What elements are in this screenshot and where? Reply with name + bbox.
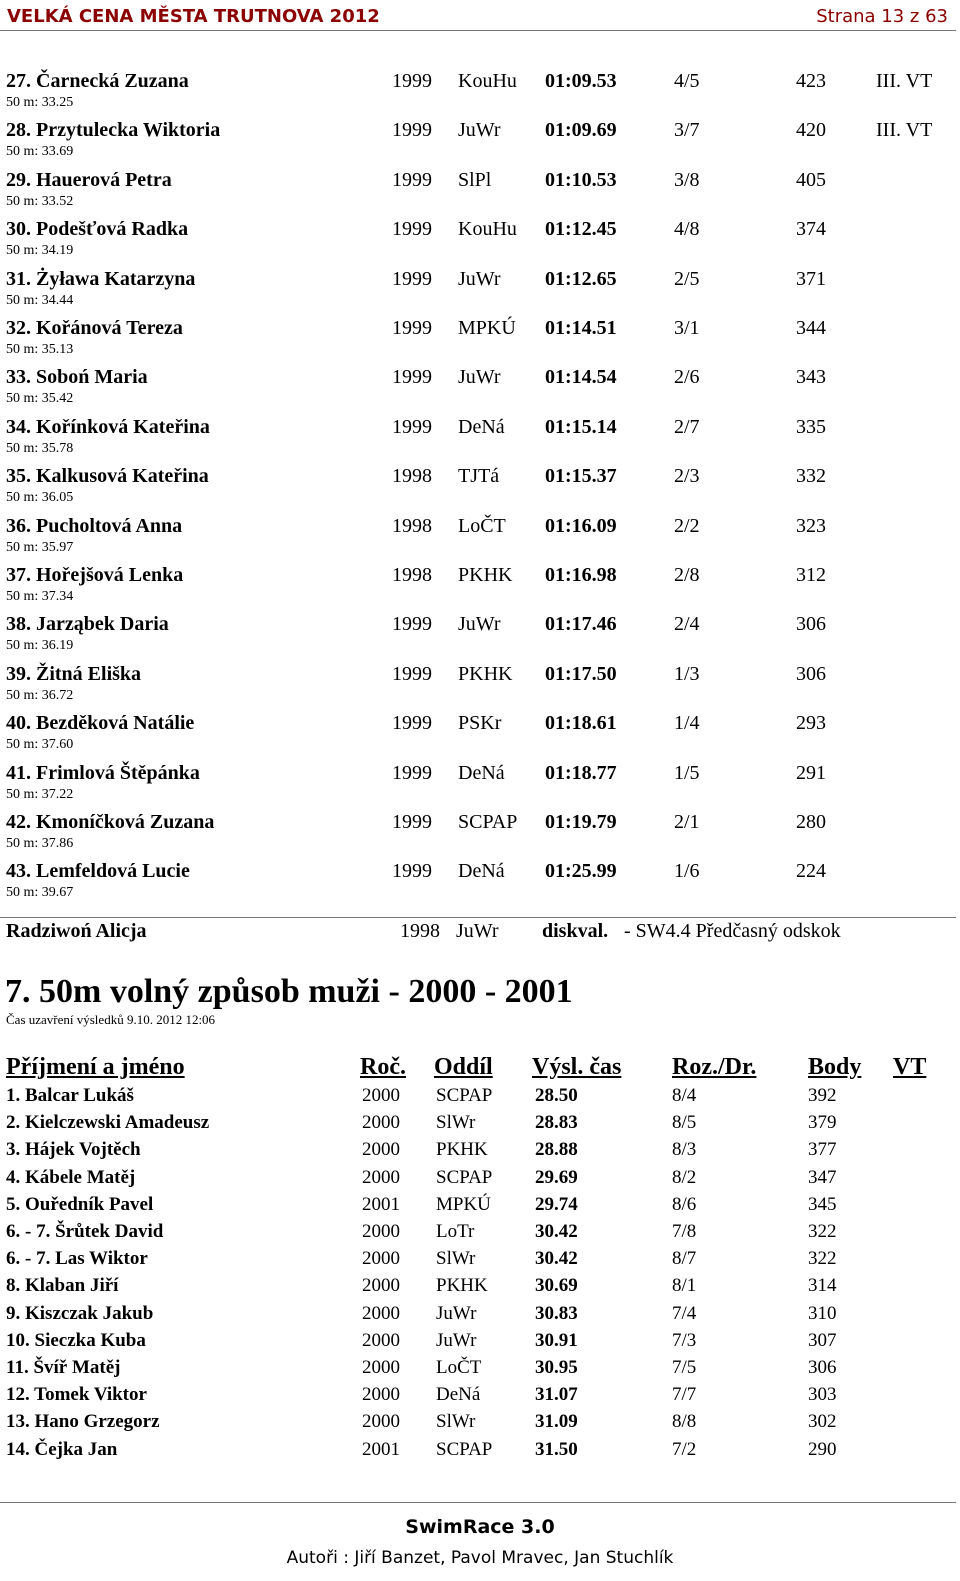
header-year: Roč. [360,1054,406,1080]
row-heat: 7/3 [672,1329,697,1351]
footer-authors: Autoři : Jiří Banzet, Pavol Mravec, Jan Stuchlík [286,1548,674,1568]
result-club: PKHK [458,564,513,586]
row-time: 30.69 [535,1275,578,1297]
row-club: SCPAP [436,1166,493,1188]
row-club: SlWr [436,1112,476,1134]
row-heat: 7/2 [672,1438,697,1460]
result-club: JuWr [458,267,501,290]
row-name: 8. Klaban Jiří [6,1275,119,1297]
result-time: 01:17.50 [545,662,617,685]
result-vt: III. VT [876,70,933,92]
table-row [0,1411,960,1438]
row-club: LoČT [436,1357,482,1378]
result-points: 343 [796,366,826,389]
row-club: JuWr [436,1329,477,1351]
row-year: 2000 [362,1275,400,1297]
row-year: 2000 [362,1248,400,1270]
row-time: 30.91 [535,1329,578,1351]
result-row [0,169,960,219]
result-name: 33. Soboń Maria [6,366,148,389]
result-split: 50 m: 34.44 [6,292,74,308]
result-split: 50 m: 39.67 [6,885,74,901]
result-time: 01:17.46 [545,613,617,636]
result-year: 1999 [392,317,432,339]
row-year: 2000 [362,1329,400,1351]
row-name: 10. Sieczka Kuba [6,1329,146,1351]
row-name: 14. Čejka Jan [6,1438,118,1460]
row-heat: 8/4 [672,1085,697,1106]
result-club: KouHu [458,70,517,92]
result-points: 293 [796,712,826,735]
result-club: PSKr [458,712,502,735]
result-name: 39. Žitná Eliška [6,662,142,685]
disqualified-row [0,920,960,950]
table-row [0,1085,960,1112]
row-name: 5. Ouředník Pavel [6,1193,154,1215]
result-split: 50 m: 36.05 [6,490,74,506]
result-split: 50 m: 37.86 [6,836,74,851]
result-club: PKHK [458,662,513,685]
result-points: 371 [796,267,826,290]
result-split: 50 m: 36.72 [6,687,74,703]
row-heat: 8/5 [672,1112,697,1134]
result-year: 1999 [392,613,432,636]
row-club: SCPAP [436,1085,493,1106]
row-club: PKHK [436,1275,488,1297]
page-header [0,0,960,32]
result-row [0,268,960,318]
result-heat: 1/5 [674,761,700,784]
dq-year: 1998 [400,920,440,942]
result-heat: 1/6 [674,860,700,883]
result-year: 1999 [392,761,432,784]
footer-divider [0,1502,956,1503]
table-row [0,1248,960,1275]
result-club: JuWr [458,613,501,636]
row-time: 30.95 [535,1357,578,1378]
result-year: 1998 [392,465,432,488]
result-row [0,613,960,663]
row-club: DeNá [436,1384,481,1406]
row-heat: 8/8 [672,1411,697,1433]
table-row [0,1439,960,1466]
result-time: 01:19.79 [545,811,617,833]
result-club: SlPl [458,168,492,191]
result-heat: 2/2 [674,514,700,537]
result-row [0,762,960,812]
row-name: 13. Hano Grzegorz [6,1411,160,1433]
row-points: 322 [808,1248,837,1270]
result-split: 50 m: 37.22 [6,786,74,802]
result-year: 1999 [392,366,432,389]
result-row [0,515,960,565]
row-points: 322 [808,1221,837,1242]
result-year: 1998 [392,514,432,537]
result-split: 50 m: 35.78 [6,440,74,456]
result-club: DeNá [458,761,505,784]
result-club: JuWr [458,366,501,389]
result-points: 306 [796,662,826,685]
result-heat: 2/8 [674,564,700,586]
row-year: 2000 [362,1384,400,1406]
result-row [0,564,960,614]
result-heat: 2/1 [674,811,700,833]
row-points: 377 [808,1139,837,1161]
result-points: 224 [796,860,826,883]
result-split: 50 m: 37.34 [6,589,74,604]
result-row [0,119,960,169]
result-club: KouHu [458,218,517,241]
row-points: 392 [808,1085,837,1106]
row-points: 290 [808,1438,837,1460]
result-split: 50 m: 36.19 [6,638,74,654]
result-split: 50 m: 33.25 [6,95,74,110]
result-row [0,218,960,268]
result-time: 01:16.09 [545,514,617,537]
row-heat: 8/3 [672,1139,697,1161]
result-heat: 3/8 [674,168,700,191]
table-row [0,1112,960,1139]
row-year: 2000 [362,1221,400,1242]
row-heat: 7/5 [672,1357,697,1378]
header-name: Příjmení a jméno [6,1054,185,1080]
row-year: 2000 [362,1166,400,1188]
result-name: 37. Hořejšová Lenka [6,564,184,586]
row-time: 29.74 [535,1193,578,1215]
result-split: 50 m: 35.97 [6,539,74,555]
row-name: 4. Kábele Matěj [6,1166,136,1188]
table-row [0,1139,960,1166]
row-points: 379 [808,1112,837,1134]
row-time: 28.83 [535,1112,578,1134]
result-row [0,811,960,861]
row-year: 2001 [362,1193,400,1215]
result-club: LoČT [458,514,506,537]
row-time: 31.09 [535,1411,578,1433]
row-name: 3. Hájek Vojtěch [6,1139,141,1161]
result-row [0,663,960,713]
result-time: 01:10.53 [545,168,617,191]
result-points: 306 [796,613,826,636]
table-row [0,1330,960,1357]
result-time: 01:18.61 [545,712,617,735]
row-name: 6. - 7. Šrůtek David [6,1221,164,1242]
header-heat: Roz./Dr. [672,1054,757,1080]
row-club: SlWr [436,1411,476,1433]
row-heat: 7/8 [672,1221,697,1242]
result-split: 50 m: 37.60 [6,737,74,753]
result-name: 35. Kalkusová Kateřina [6,465,209,488]
result-heat: 2/5 [674,267,700,290]
result-points: 405 [796,168,826,191]
result-club: JuWr [458,119,501,142]
footer-app-name: SwimRace 3.0 [405,1516,555,1538]
row-year: 2000 [362,1357,400,1378]
row-points: 347 [808,1166,837,1188]
row-club: SCPAP [436,1438,493,1460]
result-name: 28. Przytulecka Wiktoria [6,119,221,142]
result-name: 29. Hauerová Petra [6,168,172,191]
result-heat: 2/6 [674,366,700,389]
row-points: 310 [808,1302,837,1324]
row-time: 30.83 [535,1302,578,1324]
result-year: 1999 [392,267,432,290]
row-club: MPKÚ [436,1193,491,1215]
row-time: 30.42 [535,1221,578,1242]
result-time: 01:09.69 [545,119,617,142]
row-name: 9. Kiszczak Jakub [6,1302,154,1324]
result-time: 01:15.14 [545,415,617,438]
result-points: 423 [796,70,826,92]
row-name: 11. Švíř Matěj [6,1357,121,1378]
row-year: 2000 [362,1411,400,1433]
result-split: 50 m: 35.13 [6,342,74,357]
result-points: 335 [796,415,826,438]
table-row [0,1303,960,1330]
row-time: 29.69 [535,1166,578,1188]
result-row [0,465,960,515]
result-heat: 1/4 [674,712,700,735]
result-time: 01:25.99 [545,860,617,883]
competition-title: VELKÁ CENA MĚSTA TRUTNOVA 2012 [7,6,380,27]
result-year: 1999 [392,168,432,191]
result-split: 50 m: 34.19 [6,243,74,259]
result-points: 420 [796,119,826,142]
result-year: 1999 [392,119,432,142]
result-heat: 1/3 [674,662,700,685]
row-year: 2000 [362,1139,400,1161]
result-time: 01:16.98 [545,564,617,586]
result-heat: 3/1 [674,317,700,339]
result-time: 01:09.53 [545,70,617,92]
row-heat: 8/6 [672,1193,697,1215]
result-time: 01:12.65 [545,267,617,290]
result-year: 1999 [392,811,432,833]
row-heat: 8/1 [672,1275,697,1297]
result-points: 280 [796,811,826,833]
result-points: 344 [796,317,826,339]
result-heat: 2/3 [674,465,700,488]
result-year: 1999 [392,712,432,735]
dq-name: Radziwoń Alicja [6,920,147,942]
row-year: 2000 [362,1112,400,1134]
result-name: 34. Kořínková Kateřina [6,415,210,438]
row-year: 2001 [362,1438,400,1460]
row-club: PKHK [436,1139,488,1161]
table-row [0,1167,960,1194]
result-points: 374 [796,218,826,241]
result-time: 01:15.37 [545,465,617,488]
row-year: 2000 [362,1302,400,1324]
result-heat: 2/4 [674,613,700,636]
dq-status: diskval. [542,920,609,942]
disqualified-divider [0,917,956,918]
row-name: 12. Tomek Viktor [6,1384,147,1406]
page-number: Strana 13 z 63 [816,6,948,27]
result-heat: 4/5 [674,70,700,92]
dq-club: JuWr [456,920,499,942]
row-name: 1. Balcar Lukáš [6,1085,134,1106]
row-points: 306 [808,1357,837,1378]
result-name: 42. Kmoníčková Zuzana [6,811,215,833]
table-row [0,1357,960,1384]
result-time: 01:14.51 [545,317,617,339]
result-year: 1999 [392,70,432,92]
row-time: 31.50 [535,1438,578,1460]
row-name: 6. - 7. Las Wiktor [6,1248,148,1270]
result-year: 1999 [392,415,432,438]
row-points: 314 [808,1275,837,1297]
result-split: 50 m: 33.69 [6,144,74,160]
row-club: SlWr [436,1248,476,1270]
result-heat: 2/7 [674,415,700,438]
row-name: 2. Kielczewski Amadeusz [6,1112,210,1134]
row-club: JuWr [436,1302,477,1324]
result-name: 30. Podešťová Radka [6,218,189,241]
table-row [0,1194,960,1221]
result-club: DeNá [458,860,505,883]
result-name: 40. Bezděková Natálie [6,712,195,735]
result-heat: 4/8 [674,218,700,241]
result-name: 32. Kořánová Tereza [6,317,183,339]
result-row [0,416,960,466]
table-row [0,1275,960,1302]
row-heat: 7/4 [672,1302,697,1324]
result-points: 323 [796,514,826,537]
result-split: 50 m: 33.52 [6,193,74,209]
header-divider [0,30,956,31]
row-heat: 8/2 [672,1166,697,1188]
row-points: 303 [808,1384,837,1406]
result-club: TJTá [458,465,500,488]
result-split: 50 m: 35.42 [6,391,74,407]
result-year: 1998 [392,564,432,586]
header-points: Body [808,1054,862,1080]
result-name: 43. Lemfeldová Lucie [6,860,190,883]
result-name: 27. Čarnecká Zuzana [6,70,189,92]
result-vt: III. VT [876,119,933,142]
row-points: 302 [808,1411,837,1433]
row-club: LoTr [436,1221,475,1242]
row-heat: 8/7 [672,1248,697,1270]
result-row [0,317,960,367]
result-points: 332 [796,465,826,488]
result-year: 1999 [392,218,432,241]
result-row [0,366,960,416]
result-name: 31. Żyława Katarzyna [6,267,196,290]
result-row [0,70,960,120]
row-time: 30.42 [535,1248,578,1270]
row-heat: 7/7 [672,1384,697,1406]
result-points: 291 [796,761,826,784]
result-time: 01:12.45 [545,218,617,241]
row-points: 345 [808,1193,837,1215]
header-vt: VT [893,1054,927,1080]
result-row [0,860,960,910]
row-points: 307 [808,1329,837,1351]
header-club: Oddíl [434,1054,493,1080]
result-name: 41. Frimlová Štěpánka [6,761,200,784]
results-table-header [0,1054,960,1084]
row-time: 31.07 [535,1384,578,1406]
row-time: 28.88 [535,1139,578,1161]
result-year: 1999 [392,860,432,883]
result-year: 1999 [392,662,432,685]
result-points: 312 [796,564,826,586]
result-club: SCPAP [458,811,518,833]
header-time: Výsl. čas [532,1054,622,1080]
event-subtitle: Čas uzavření výsledků 9.10. 2012 12:06 [6,1012,216,1027]
result-heat: 3/7 [674,119,700,142]
result-time: 01:18.77 [545,761,617,784]
table-row [0,1384,960,1411]
result-club: DeNá [458,415,505,438]
result-time: 01:14.54 [545,366,617,389]
result-row [0,712,960,762]
row-year: 2000 [362,1085,400,1106]
table-row [0,1221,960,1248]
result-name: 38. Jarząbek Daria [6,613,169,636]
dq-reason: - SW4.4 Předčasný odskok [624,920,841,942]
event-title: 7. 50m volný způsob muži - 2000 - 2001 [5,973,573,1010]
row-time: 28.50 [535,1085,578,1106]
result-club: MPKÚ [458,317,516,339]
result-name: 36. Pucholtová Anna [6,514,183,537]
